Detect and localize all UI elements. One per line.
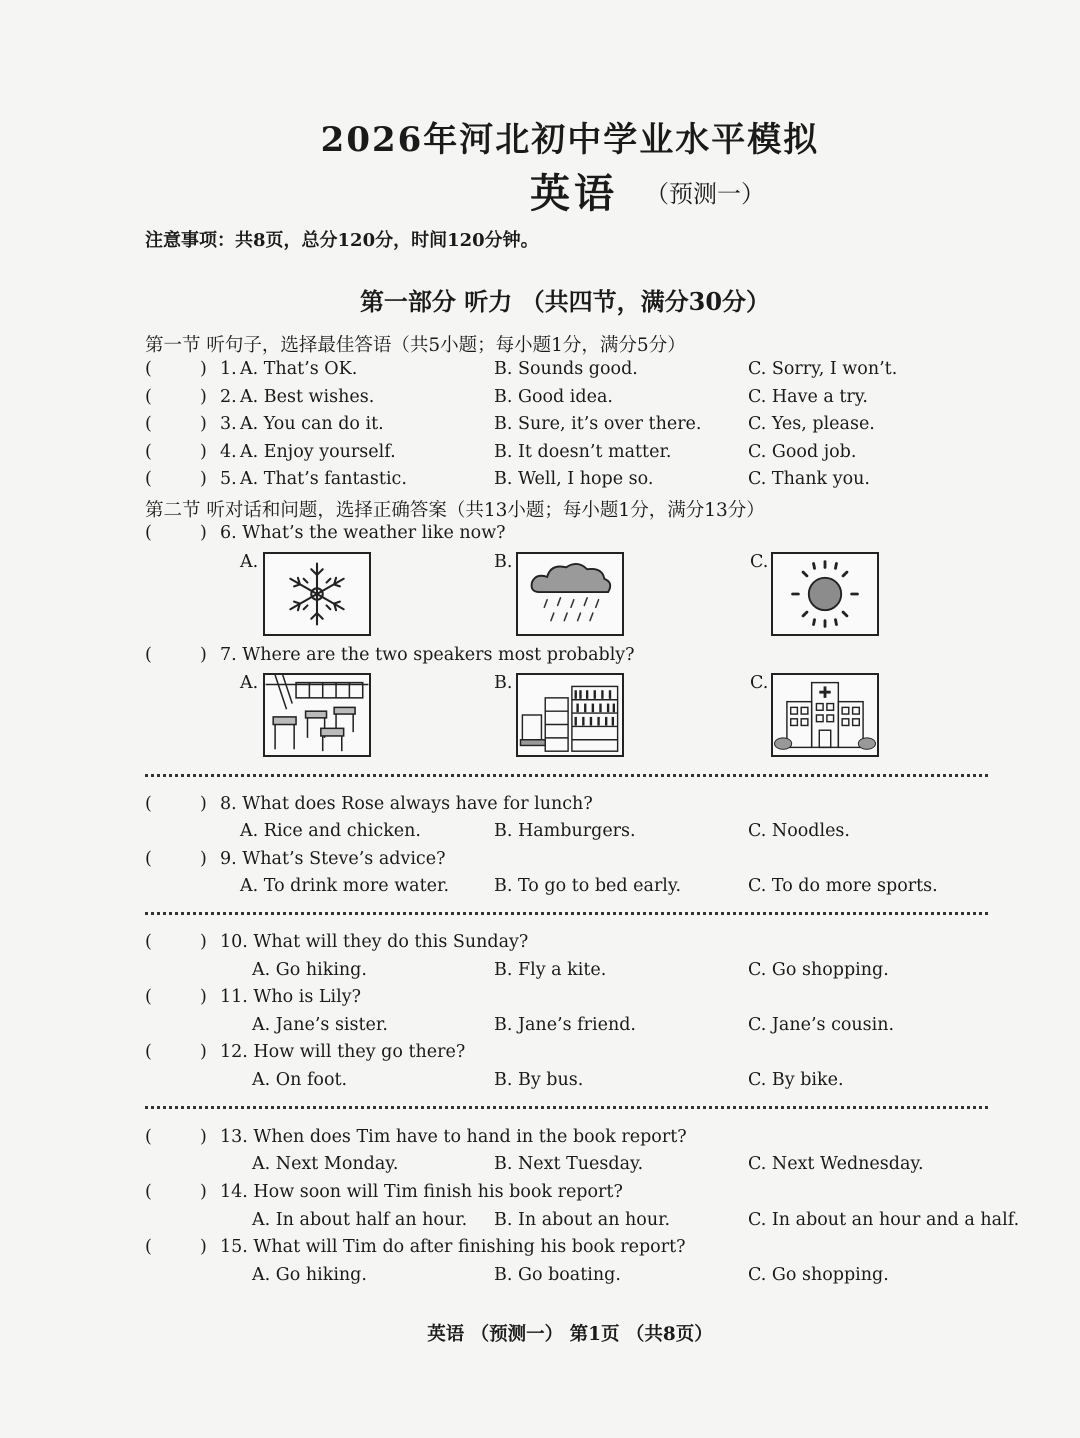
option-c: C. By bike.: [748, 1070, 844, 1090]
answer-paren-left[interactable]: (: [145, 1237, 152, 1257]
answer-paren-right: ): [200, 1042, 207, 1062]
question-row: [0, 1127, 1080, 1153]
question-row: [0, 414, 1080, 440]
question-row: [0, 1182, 1080, 1208]
option-a: A. On foot.: [252, 1070, 348, 1090]
option-b: B. Hamburgers.: [494, 821, 636, 841]
question-row: [0, 932, 1080, 958]
answer-paren-left[interactable]: (: [145, 987, 152, 1007]
snowflake-icon: [263, 552, 371, 636]
question-text: 10. What will they do this Sunday?: [220, 932, 529, 952]
options-row: [0, 876, 1080, 902]
subject-title: 英语: [530, 170, 618, 217]
answer-paren-left[interactable]: (: [145, 359, 152, 379]
option-a: A.: [240, 673, 259, 693]
option-b: B. Sounds good.: [494, 359, 638, 379]
option-b: B.: [494, 673, 513, 693]
option-a: A. You can do it.: [240, 414, 384, 434]
question-row: [0, 849, 1080, 875]
section1-heading: 第一节 听句子，选择最佳答语（共5小题；每小题1分，满分5分）: [145, 335, 686, 356]
option-a: A. In about half an hour.: [252, 1210, 468, 1230]
option-a: A. Best wishes.: [240, 387, 375, 407]
option-b: B. To go to bed early.: [494, 876, 682, 896]
answer-paren-right: ): [200, 359, 207, 379]
option-c: C. To do more sports.: [748, 876, 938, 896]
option-c: C. In about an hour and a half.: [748, 1210, 1020, 1230]
answer-paren-left[interactable]: (: [145, 469, 152, 489]
option-c: C. Noodles.: [748, 821, 850, 841]
question-row: [0, 359, 1080, 385]
option-b: B. Next Tuesday.: [494, 1154, 644, 1174]
question-row: [0, 987, 1080, 1013]
question-text: 9. What’s Steve’s advice?: [220, 849, 446, 869]
option-c: C. Go shopping.: [748, 1265, 889, 1285]
exam-notice: 注意事项：共8页，总分120分，时间120分钟。: [145, 230, 539, 251]
option-b: B. In about an hour.: [494, 1210, 671, 1230]
option-c: C. Yes, please.: [748, 414, 875, 434]
question-number: 3.: [220, 414, 237, 434]
answer-paren-right: ): [200, 414, 207, 434]
option-c: C.: [750, 673, 769, 693]
question-number: 1.: [220, 359, 237, 379]
option-b: B. Go boating.: [494, 1265, 621, 1285]
question-text: 8. What does Rose always have for lunch?: [220, 794, 593, 814]
answer-paren-right: ): [200, 645, 207, 665]
question-row: [0, 794, 1080, 820]
option-b: B. By bus.: [494, 1070, 584, 1090]
answer-paren-right: ): [200, 987, 207, 1007]
option-c: C. Jane’s cousin.: [748, 1015, 895, 1035]
option-c: C. Go shopping.: [748, 960, 889, 980]
question-number: 2.: [220, 387, 237, 407]
option-a: A.: [240, 552, 259, 572]
option-a: A. To drink more water.: [240, 876, 450, 896]
question-row: [0, 645, 1080, 671]
option-a: A. Go hiking.: [252, 1265, 367, 1285]
answer-paren-left[interactable]: (: [145, 1182, 152, 1202]
options-row: [0, 1265, 1080, 1291]
options-row: [0, 1070, 1080, 1096]
sun-icon: [771, 552, 879, 636]
question-text: 6. What’s the weather like now?: [220, 523, 506, 543]
answer-paren-right: ): [200, 469, 207, 489]
answer-paren-right: ): [200, 849, 207, 869]
library-picture: [516, 673, 624, 757]
question-text: 11. Who is Lily?: [220, 987, 361, 1007]
question-text: 7. Where are the two speakers most probably?: [220, 645, 635, 665]
options-row: [0, 821, 1080, 847]
dotted-divider: [145, 1106, 988, 1109]
question-row: [0, 1042, 1080, 1068]
answer-paren-right: ): [200, 932, 207, 952]
option-b: B. It doesn’t matter.: [494, 442, 672, 462]
question-row: [0, 1237, 1080, 1263]
page-footer: 英语 （预测一） 第1页 （共8页）: [427, 1324, 713, 1345]
answer-paren-left[interactable]: (: [145, 849, 152, 869]
hospital-picture: [771, 673, 879, 757]
rain-cloud-icon: [516, 552, 624, 636]
option-c: C. Have a try.: [748, 387, 868, 407]
answer-paren-left[interactable]: (: [145, 932, 152, 952]
answer-paren-right: ): [200, 442, 207, 462]
exam-title: 2026年河北初中学业水平模拟: [320, 120, 820, 160]
option-a: A. Enjoy yourself.: [240, 442, 396, 462]
answer-paren-right: ): [200, 794, 207, 814]
answer-paren-right: ): [200, 1127, 207, 1147]
options-row: [0, 1210, 1080, 1236]
dotted-divider: [145, 774, 988, 777]
question-number: 4.: [220, 442, 237, 462]
answer-paren-right: ): [200, 523, 207, 543]
answer-paren-left[interactable]: (: [145, 1127, 152, 1147]
options-row: [0, 1015, 1080, 1041]
dotted-divider: [145, 912, 988, 915]
classroom-picture: [263, 673, 371, 757]
option-a: A. Go hiking.: [252, 960, 367, 980]
option-c: C. Sorry, I won’t.: [748, 359, 898, 379]
option-a: A. Next Monday.: [252, 1154, 399, 1174]
question-row: [0, 442, 1080, 468]
option-b: B. Sure, it’s over there.: [494, 414, 702, 434]
answer-paren-right: ): [200, 1237, 207, 1257]
option-b: B. Well, I hope so.: [494, 469, 654, 489]
option-b: B. Jane’s friend.: [494, 1015, 636, 1035]
option-a: A. That’s fantastic.: [240, 469, 407, 489]
question-row: [0, 387, 1080, 413]
option-a: A. Rice and chicken.: [240, 821, 421, 841]
answer-paren-left[interactable]: (: [145, 387, 152, 407]
options-row: [0, 960, 1080, 986]
option-c: C. Next Wednesday.: [748, 1154, 924, 1174]
answer-paren-left[interactable]: (: [145, 645, 152, 665]
option-a: A. That’s OK.: [240, 359, 358, 379]
answer-paren-left[interactable]: (: [145, 523, 152, 543]
question-text: 14. How soon will Tim finish his book report?: [220, 1182, 623, 1202]
answer-paren-right: ): [200, 387, 207, 407]
option-c: C. Good job.: [748, 442, 857, 462]
answer-paren-left[interactable]: (: [145, 1042, 152, 1062]
question-text: 13. When does Tim have to hand in the book report?: [220, 1127, 687, 1147]
option-c: C. Thank you.: [748, 469, 870, 489]
section2-heading: 第二节 听对话和问题，选择正确答案（共13小题；每小题1分，满分13分）: [145, 500, 765, 521]
option-b: B. Fly a kite.: [494, 960, 607, 980]
answer-paren-left[interactable]: (: [145, 414, 152, 434]
answer-paren-left[interactable]: (: [145, 442, 152, 462]
option-c: C.: [750, 552, 769, 572]
answer-paren-left[interactable]: (: [145, 794, 152, 814]
question-text: 15. What will Tim do after finishing his book report?: [220, 1237, 686, 1257]
question-text: 12. How will they go there?: [220, 1042, 466, 1062]
part-title: 第一部分 听力 （共四节，满分30分）: [359, 287, 771, 316]
question-row: [0, 469, 1080, 495]
question-row: [0, 523, 1080, 549]
option-a: A. Jane’s sister.: [252, 1015, 388, 1035]
option-b: B.: [494, 552, 513, 572]
subject-note: （预测一）: [645, 180, 765, 208]
question-number: 5.: [220, 469, 237, 489]
option-b: B. Good idea.: [494, 387, 613, 407]
answer-paren-right: ): [200, 1182, 207, 1202]
options-row: [0, 1154, 1080, 1180]
